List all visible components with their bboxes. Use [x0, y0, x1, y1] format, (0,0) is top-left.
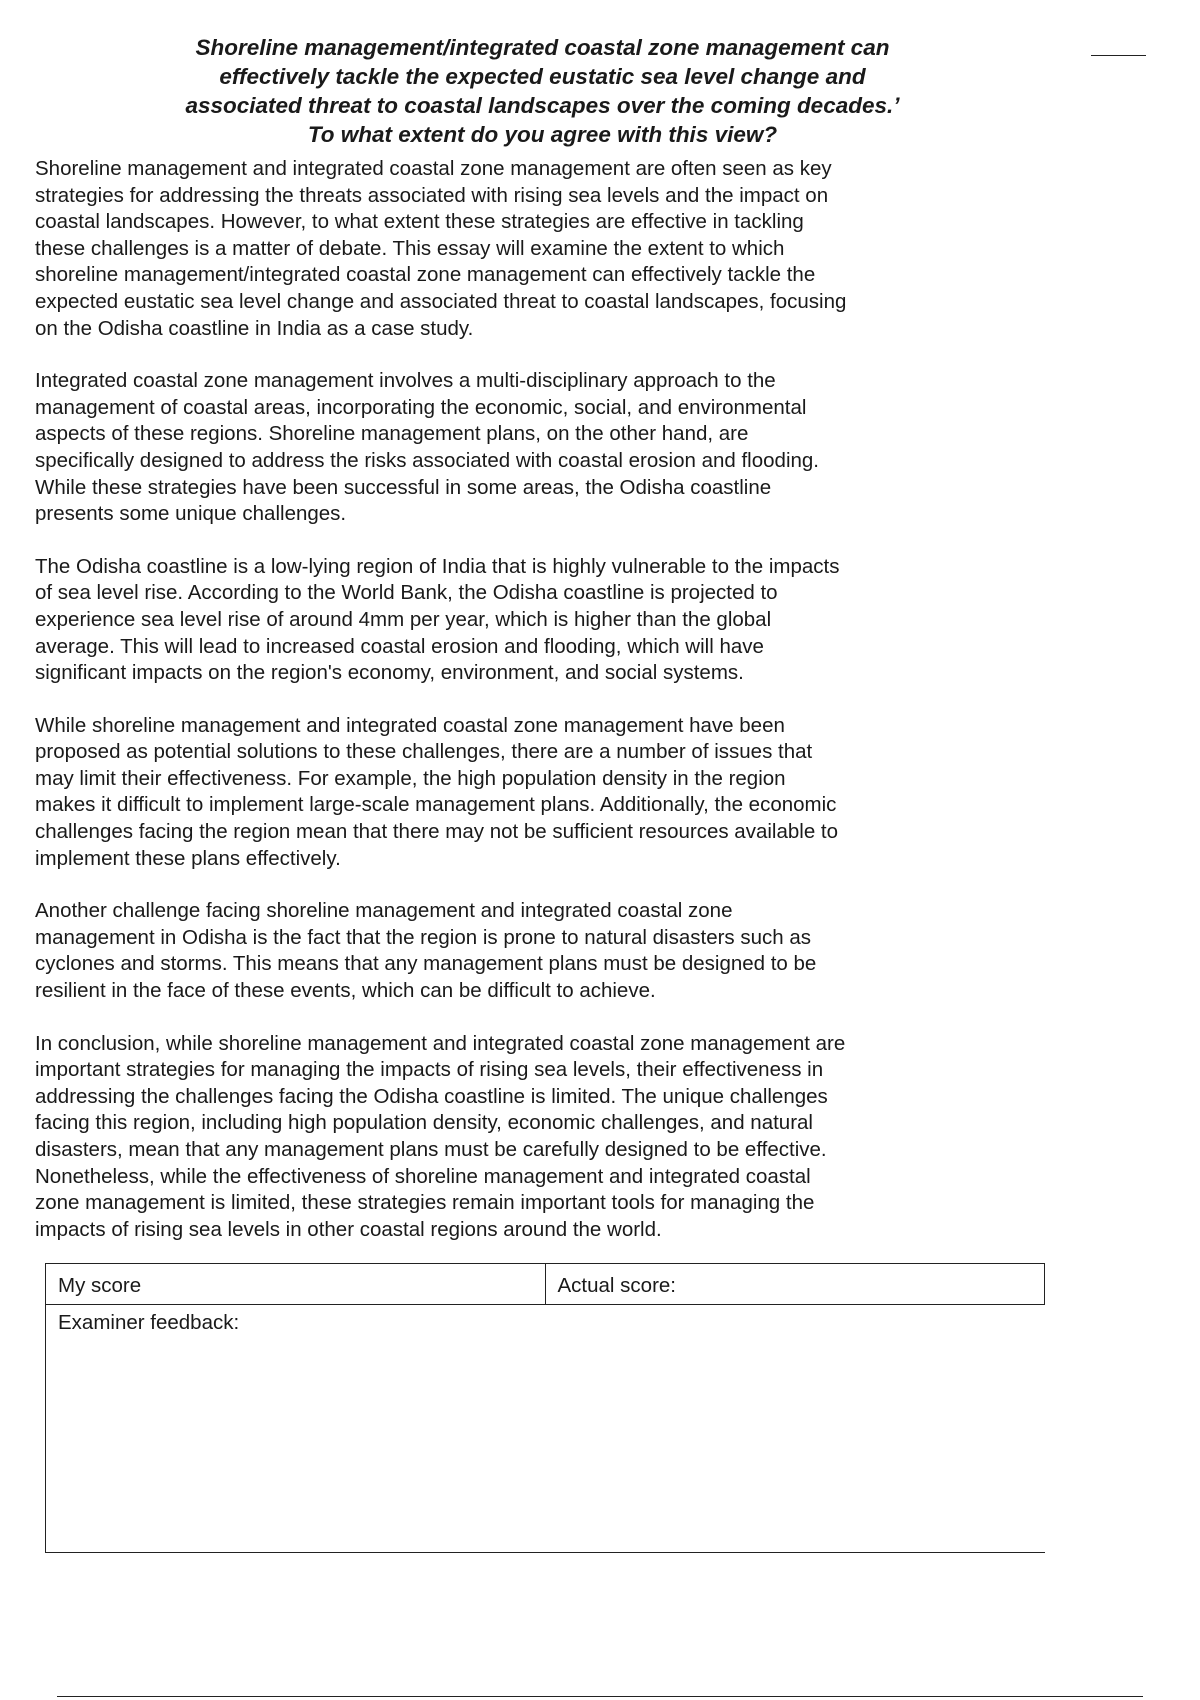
text-line: Integrated coastal zone management involves a multi-disciplinary approach to the	[35, 369, 776, 393]
text-line: significant impacts on the region's economy, environment, and social systems.	[35, 661, 744, 685]
text-line: cyclones and storms. This means that any management plans must be designed to be	[35, 952, 817, 976]
text-line: disasters, mean that any management plans must be carefully designed to be effective.	[35, 1138, 827, 1161]
essay-paragraph-intro	[35, 156, 935, 342]
text-line: shoreline management/integrated coastal zone management can effectively tackle the	[35, 263, 816, 287]
text-line: While shoreline management and integrated coastal zone management have been	[35, 713, 785, 737]
text-line: The Odisha coastline is a low-lying region of India that is highly vulnerable to the impacts	[35, 554, 840, 578]
essay-body	[35, 156, 935, 1269]
score-table	[45, 1263, 1045, 1553]
text-line: resilient in the face of these events, which can be difficult to achieve.	[35, 979, 656, 1003]
text-line: average. This will lead to increased coastal erosion and flooding, which will have	[35, 634, 764, 658]
essay-paragraph-issues	[35, 713, 935, 873]
text-line: aspects of these regions. Shoreline management plans, on the other hand, are	[35, 422, 749, 446]
title-line: effectively tackle the expected eustatic sea level change and	[219, 64, 866, 89]
top-right-rule	[1091, 55, 1146, 56]
text-line: important strategies for managing the impacts of rising sea levels, their effectiveness in	[35, 1058, 824, 1082]
text-line: specifically designed to address the risks associated with coastal erosion and flooding.	[35, 448, 819, 472]
examiner-feedback-label: Examiner feedback:	[58, 1311, 240, 1334]
text-line: may limit their effectiveness. For example, the high population density in the region	[35, 766, 786, 790]
title-line: Shoreline management/integrated coastal zone management can	[195, 35, 890, 60]
my-score-cell[interactable]: My score	[58, 1274, 142, 1297]
text-line: Nonetheless, while the effectiveness of shoreline management and integrated coastal	[35, 1164, 811, 1188]
text-line: While these strategies have been successful in some areas, the Odisha coastline	[35, 475, 772, 499]
actual-score-cell[interactable]: Actual score:	[545, 1264, 1045, 1304]
text-line: of sea level rise. According to the World Bank, the Odisha coastline is projected to	[35, 581, 778, 605]
text-line: experience sea level rise of around 4mm per year, which is higher than the global	[35, 607, 772, 631]
text-line: strategies for addressing the threats associated with rising sea levels and the impact on	[35, 183, 829, 207]
essay-paragraph-disasters	[35, 898, 935, 1004]
text-line: zone management is limited, these strategies remain important tools for managing the	[35, 1191, 815, 1215]
text-line: management of coastal areas, incorporating the economic, social, and environmental	[35, 395, 807, 419]
text-line: Shoreline management and integrated coastal zone management are often seen as key	[35, 157, 832, 180]
text-line: on the Odisha coastline in India as a case study.	[35, 316, 474, 340]
essay-paragraph-definitions	[35, 368, 935, 528]
text-line: proposed as potential solutions to these challenges, there are a number of issues that	[35, 740, 813, 764]
title-line: associated threat to coastal landscapes over the coming decades.’	[185, 93, 900, 118]
text-line: Another challenge facing shoreline management and integrated coastal zone	[35, 899, 733, 923]
bottom-rule	[57, 1696, 1143, 1697]
text-line: addressing the challenges facing the Odisha coastline is limited. The unique challenges	[35, 1084, 828, 1108]
score-row	[45, 1263, 1045, 1305]
essay-paragraph-odisha	[35, 554, 935, 687]
essay-paragraph-conclusion	[35, 1031, 935, 1244]
text-line: makes it difficult to implement large-scale management plans. Additionally, the economic	[35, 793, 837, 817]
text-line: these challenges is a matter of debate. This essay will examine the extent to which	[35, 236, 785, 260]
text-line: implement these plans effectively.	[35, 846, 341, 870]
text-line: impacts of rising sea levels in other coastal regions around the world.	[35, 1217, 662, 1241]
essay-question-title	[120, 33, 965, 149]
text-line: In conclusion, while shoreline management and integrated coastal zone management are	[35, 1031, 846, 1055]
text-line: presents some unique challenges.	[35, 502, 347, 526]
text-line: management in Odisha is the fact that the region is prone to natural disasters such as	[35, 925, 812, 949]
text-line: facing this region, including high population density, economic challenges, and natural	[35, 1111, 813, 1135]
text-line: coastal landscapes. However, to what extent these strategies are effective in tackling	[35, 210, 804, 234]
text-line: expected eustatic sea level change and associated threat to coastal landscapes, focusing	[35, 289, 847, 313]
text-line: challenges facing the region mean that there may not be sufficient resources available to	[35, 820, 839, 844]
title-line: To what extent do you agree with this view?	[307, 122, 778, 147]
examiner-feedback-box[interactable]	[45, 1305, 1045, 1553]
